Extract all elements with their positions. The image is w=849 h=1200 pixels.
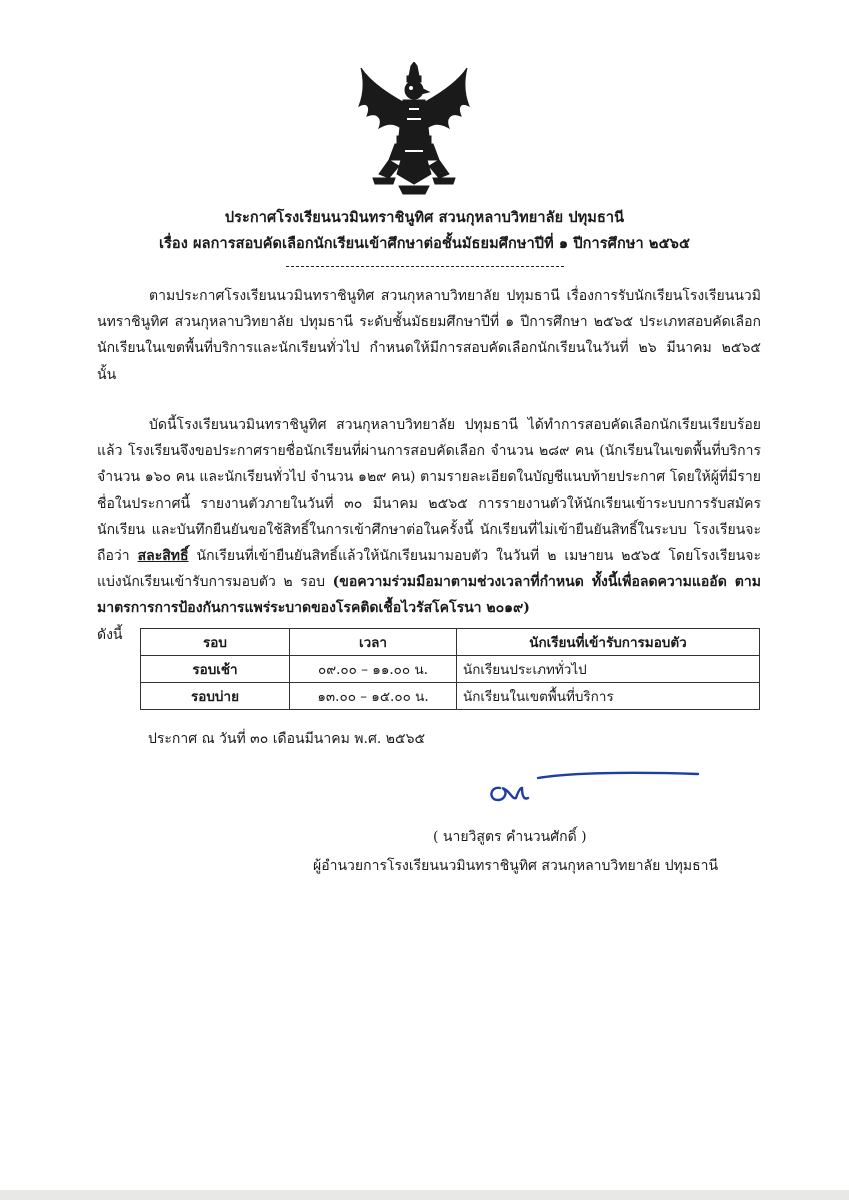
table-row <box>141 656 760 683</box>
scan-edge <box>0 1190 849 1200</box>
announcement-date: ประกาศ ณ วันที่ ๓๐ เดือนมีนาคม พ.ศ. ๒๕๖๕ <box>148 731 426 747</box>
paragraph-2-text-cont: นักเรียนที่เข้ายืนยันสิทธิ์แล้วให้นักเรียนมามอบตัว ในวันที่ ๒ เมษายน ๒๕๖๕ โดยโรงเรียนจะแบ่งนักเรียนเข้ารับการมอบตัว ๒ รอบ <box>97 548 762 591</box>
table-header-row <box>141 629 760 656</box>
cooperation-notice: (ขอความร่วมมือมาตามช่วงเวลาที่กำหนด ทั้งนี้เพื่อลดความแออัด ตามมาตรการการป้องกันการแพร่ระบาดของโรคติดเชื้อไวรัสโคโรนา ๒๐๑๙) <box>97 574 761 617</box>
waive-rights-term: สละสิทธิ์ <box>137 548 189 565</box>
paragraph-2-text: บัดนี้โรงเรียนนวมินทราชินูทิศ สวนกุหลาบวิทยาลัย ปทุมธานี ได้ทำการสอบคัดเลือกนักเรียนเรียบร้อยแล้ว โรงเรียนจึงขอประกาศรายชื่อนักเรียนที่ผ่านการสอบคัดเลือก จำนวน ๒๘๙ คน (นักเรียนในเขตพื้นที่บริการ จำนวน ๑๖๐ คน และนักเรียนทั่วไป จำนวน ๑๒๙ คน) ตามรายละเอียดในบัญชีแนบท้ายประกาศ โดยให้ผู้ที่มีรายชื่อในประกาศนี้ รายงานตัวภายในวันที่ ๓๐ มีนาคม ๒๕๖๕ การรายงานตัวให้นักเรียนเข้าระบบการรับสมัครนักเรียน และบันทึกยืนยันขอใช้สิทธิ์ในการเข้าศึกษาต่อในครั้งนี้ นักเรียนที่ไม่เข้ายืนยันสิทธิ์ในระบบ โรงเรียนจะถือว่า <box>97 417 761 565</box>
announcement-title: ประกาศโรงเรียนนวมินทราชินูทิศ สวนกุหลาบวิทยาลัย ปทุมธานี <box>224 209 625 226</box>
announcement-subject: เรื่อง ผลการสอบคัดเลือกนักเรียนเข้าศึกษาต่อชั้นมัธยมศึกษาปีที่ ๑ ปีการศึกษา ๒๕๖๕ <box>158 235 691 252</box>
round-cell: รอบเช้า <box>141 656 290 683</box>
title-divider <box>286 266 564 267</box>
paragraph-1: ตามประกาศโรงเรียนนวมินทราชินูทิศ สวนกุหลาบวิทยาลัย ปทุมธานี เรื่องการรับนักเรียนโรงเรียนนวมินทราชินูทิศ สวนกุหลาบวิทยาลัย ปทุมธานี ระดับชั้นมัธยมศึกษาปีที่ ๑ ปีการศึกษา ๒๕๖๕ ประเภทสอบคัดเลือกนักเรียนในเขตพื้นที่บริการและนักเรียนทั่วไป กำหนดให้มีการสอบคัดเลือกนักเรียนในวันที่ ๒๖ มีนาคม ๒๕๖๕ นั้น <box>97 288 761 383</box>
column-header-time: เวลา <box>290 629 457 656</box>
handwritten-signature <box>486 766 706 806</box>
paragraph-2-end: ดังนี้ <box>97 626 123 643</box>
students-cell: นักเรียนในเขตพื้นที่บริการ <box>457 683 760 710</box>
time-cell: ๑๓.๐๐ – ๑๕.๐๐ น. <box>290 683 457 710</box>
column-header-students: นักเรียนที่เข้ารับการมอบตัว <box>457 629 760 656</box>
schedule-table <box>140 628 760 710</box>
column-header-round: รอบ <box>141 629 290 656</box>
round-cell: รอบบ่าย <box>141 683 290 710</box>
time-cell: ๐๙.๐๐ – ๑๑.๐๐ น. <box>290 656 457 683</box>
signer-name: ( นายวิสูตร คำนวนศักดิ์ ) <box>433 829 587 845</box>
table-row <box>141 683 760 710</box>
signer-position: ผู้อำนวยการโรงเรียนนวมินทราชินูทิศ สวนกุหลาบวิทยาลัย ปทุมธานี <box>313 858 719 874</box>
paragraph-2 <box>97 412 761 648</box>
garuda-emblem <box>355 62 473 197</box>
students-cell: นักเรียนประเภททั่วไป <box>457 656 760 683</box>
